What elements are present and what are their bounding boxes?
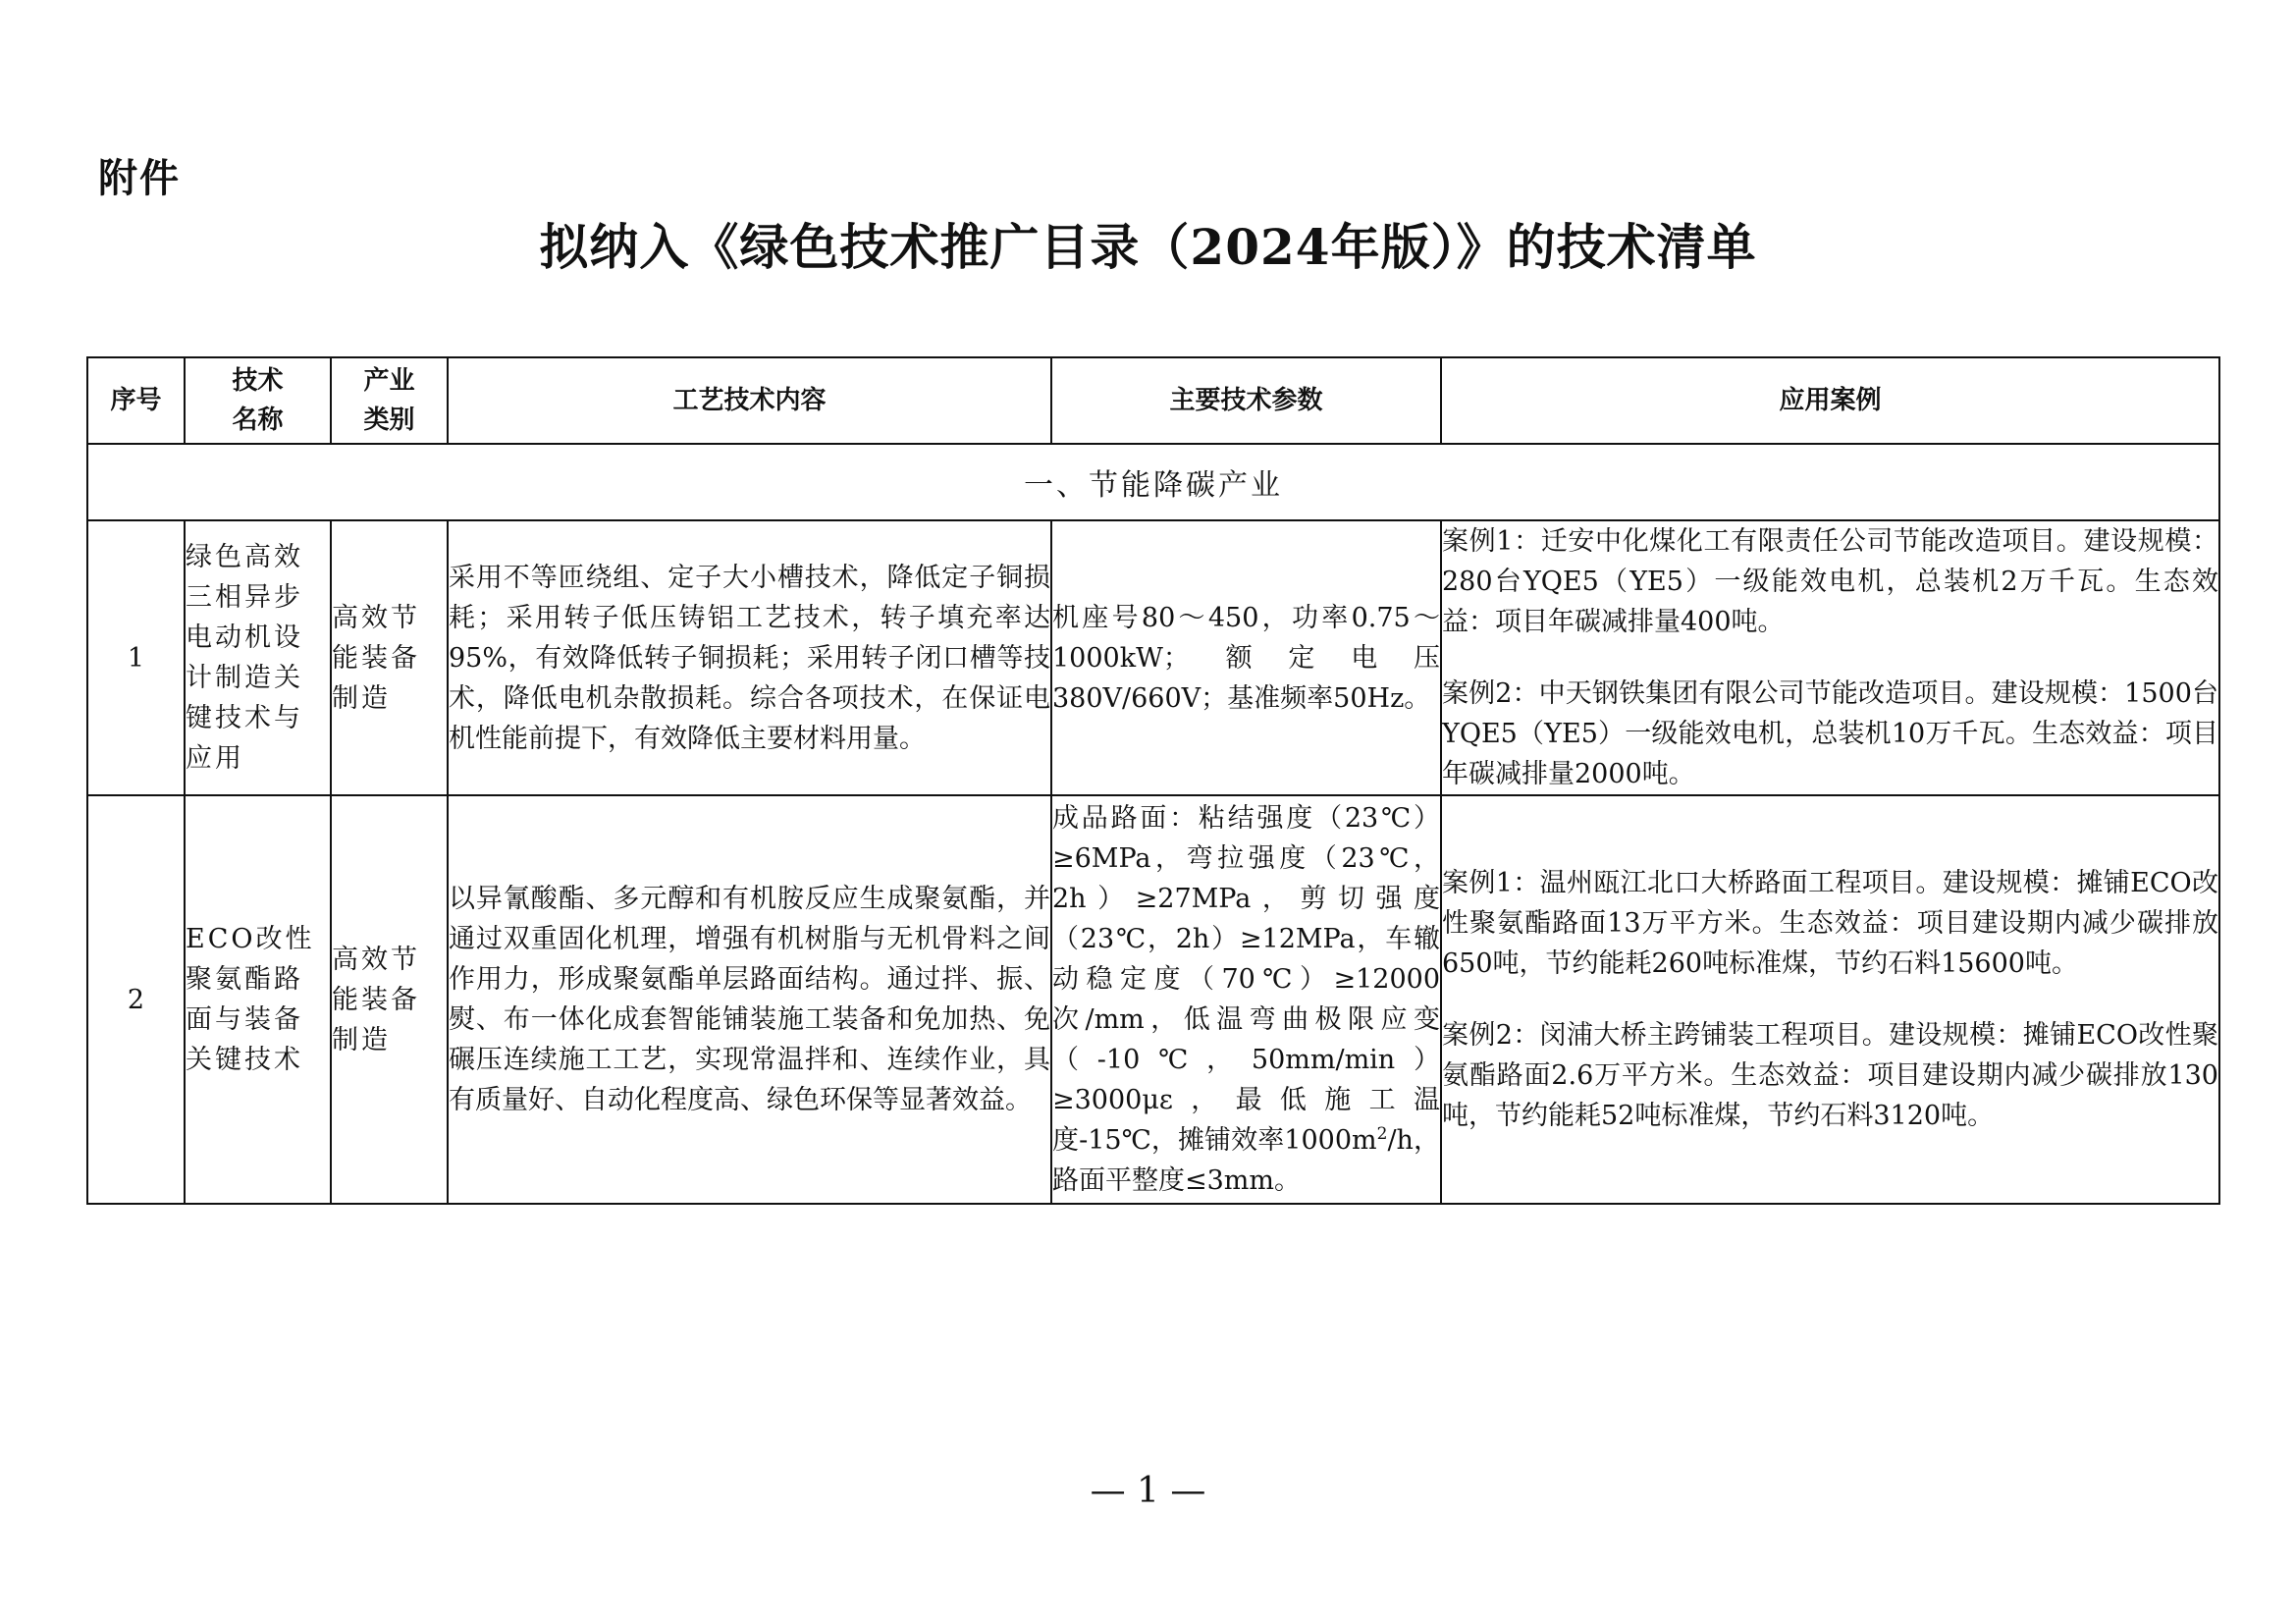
page-number: — 1 — — [1090, 1471, 1206, 1511]
header-tech-name-line2: 名称 — [232, 406, 284, 435]
params-text: 成品路面：粘结强度（23℃）≥6MPa，弯拉强度（23℃，2h）≥27MPa，剪切强度（23℃，2h）≥12MPa，车辙动稳定度（70℃）≥12000次/mm，低温弯曲极限应变（-10℃，50mm/min）≥3000με，最低施工温度-15℃，摊铺效率1000m — [1052, 803, 1440, 1156]
case-item: 案例1：温州瓯江北口大桥路面工程项目。建设规模：摊铺ECO改性聚氨酯路面13万平方米。生态效益：项目建设期内减少碳排放650吨，节约能耗260吨标准煤，节约石料15600吨。 — [1442, 868, 2218, 979]
row-industry: 高效节能装备制造 — [331, 795, 448, 1204]
table-header-row — [87, 357, 2219, 444]
technology-table — [86, 356, 2220, 1205]
table-row — [87, 795, 2219, 1204]
header-industry-line2: 类别 — [363, 406, 415, 435]
header-industry-line1: 产业 — [363, 366, 415, 396]
row-tech-name: 绿色高效三相异步电动机设计制造关键技术与应用 — [185, 520, 331, 795]
row-industry: 高效节能装备制造 — [331, 520, 448, 795]
row-tech-name: ECO改性聚氨酯路面与装备关键技术 — [185, 795, 331, 1204]
case-item: 案例2：闵浦大桥主跨铺装工程项目。建设规模：摊铺ECO改性聚氨酯路面2.6万平方米。生态效益：项目建设期内减少碳排放130吨，节约能耗52吨标准煤，节约石料3120吨。 — [1442, 1020, 2218, 1131]
row-params — [1051, 795, 1441, 1204]
row-process: 以异氰酸酯、多元醇和有机胺反应生成聚氨酯，并通过双重固化机理，增强有机树脂与无机骨料之间作用力，形成聚氨酯单层路面结构。通过拌、振、熨、布一体化成套智能铺装施工装备和免加热、免碾压连续施工工艺，实现常温拌和、连续作业，具有质量好、自动化程度高、绿色环保等显著效益。 — [448, 795, 1051, 1204]
row-cases — [1441, 520, 2219, 795]
row-no: 2 — [87, 795, 185, 1204]
case-item: 案例2：中天钢铁集团有限公司节能改造项目。建设规模：1500台YQE5（YE5）一级能效电机，总装机10万千瓦。生态效益：项目年碳减排量2000吨。 — [1442, 678, 2218, 789]
row-process: 采用不等匝绕组、定子大小槽技术，降低定子铜损耗；采用转子低压铸铝工艺技术，转子填充率达95%，有效降低转子铜损耗；采用转子闭口槽等技术，降低电机杂散损耗。综合各项技术，在保证电机性能前提下，有效降低主要材料用量。 — [448, 520, 1051, 795]
header-tech-name — [185, 357, 331, 444]
header-industry — [331, 357, 448, 444]
header-tech-name-line1: 技术 — [232, 366, 284, 396]
section-title: 一、节能降碳产业 — [87, 444, 2219, 520]
section-row — [87, 444, 2219, 520]
header-process: 工艺技术内容 — [448, 357, 1051, 444]
params-text-end: /h，路面平整度≤3mm。 — [1052, 1125, 1440, 1196]
header-cases: 应用案例 — [1441, 357, 2219, 444]
row-cases — [1441, 795, 2219, 1204]
row-no: 1 — [87, 520, 185, 795]
attachment-label: 附件 — [98, 156, 181, 201]
table-row — [87, 520, 2219, 795]
row-params: 机座号80～450，功率0.75～1000kW；额定电压380V/660V；基准频率50Hz。 — [1051, 520, 1441, 795]
params-superscript: 2 — [1376, 1124, 1388, 1144]
case-item: 案例1：迁安中化煤化工有限责任公司节能改造项目。建设规模：280台YQE5（YE5）一级能效电机，总装机2万千瓦。生态效益：项目年碳减排量400吨。 — [1442, 526, 2218, 637]
header-no: 序号 — [87, 357, 185, 444]
page-title: 拟纳入《绿色技术推广目录（2024年版）》的技术清单 — [539, 218, 1757, 276]
header-params: 主要技术参数 — [1051, 357, 1441, 444]
